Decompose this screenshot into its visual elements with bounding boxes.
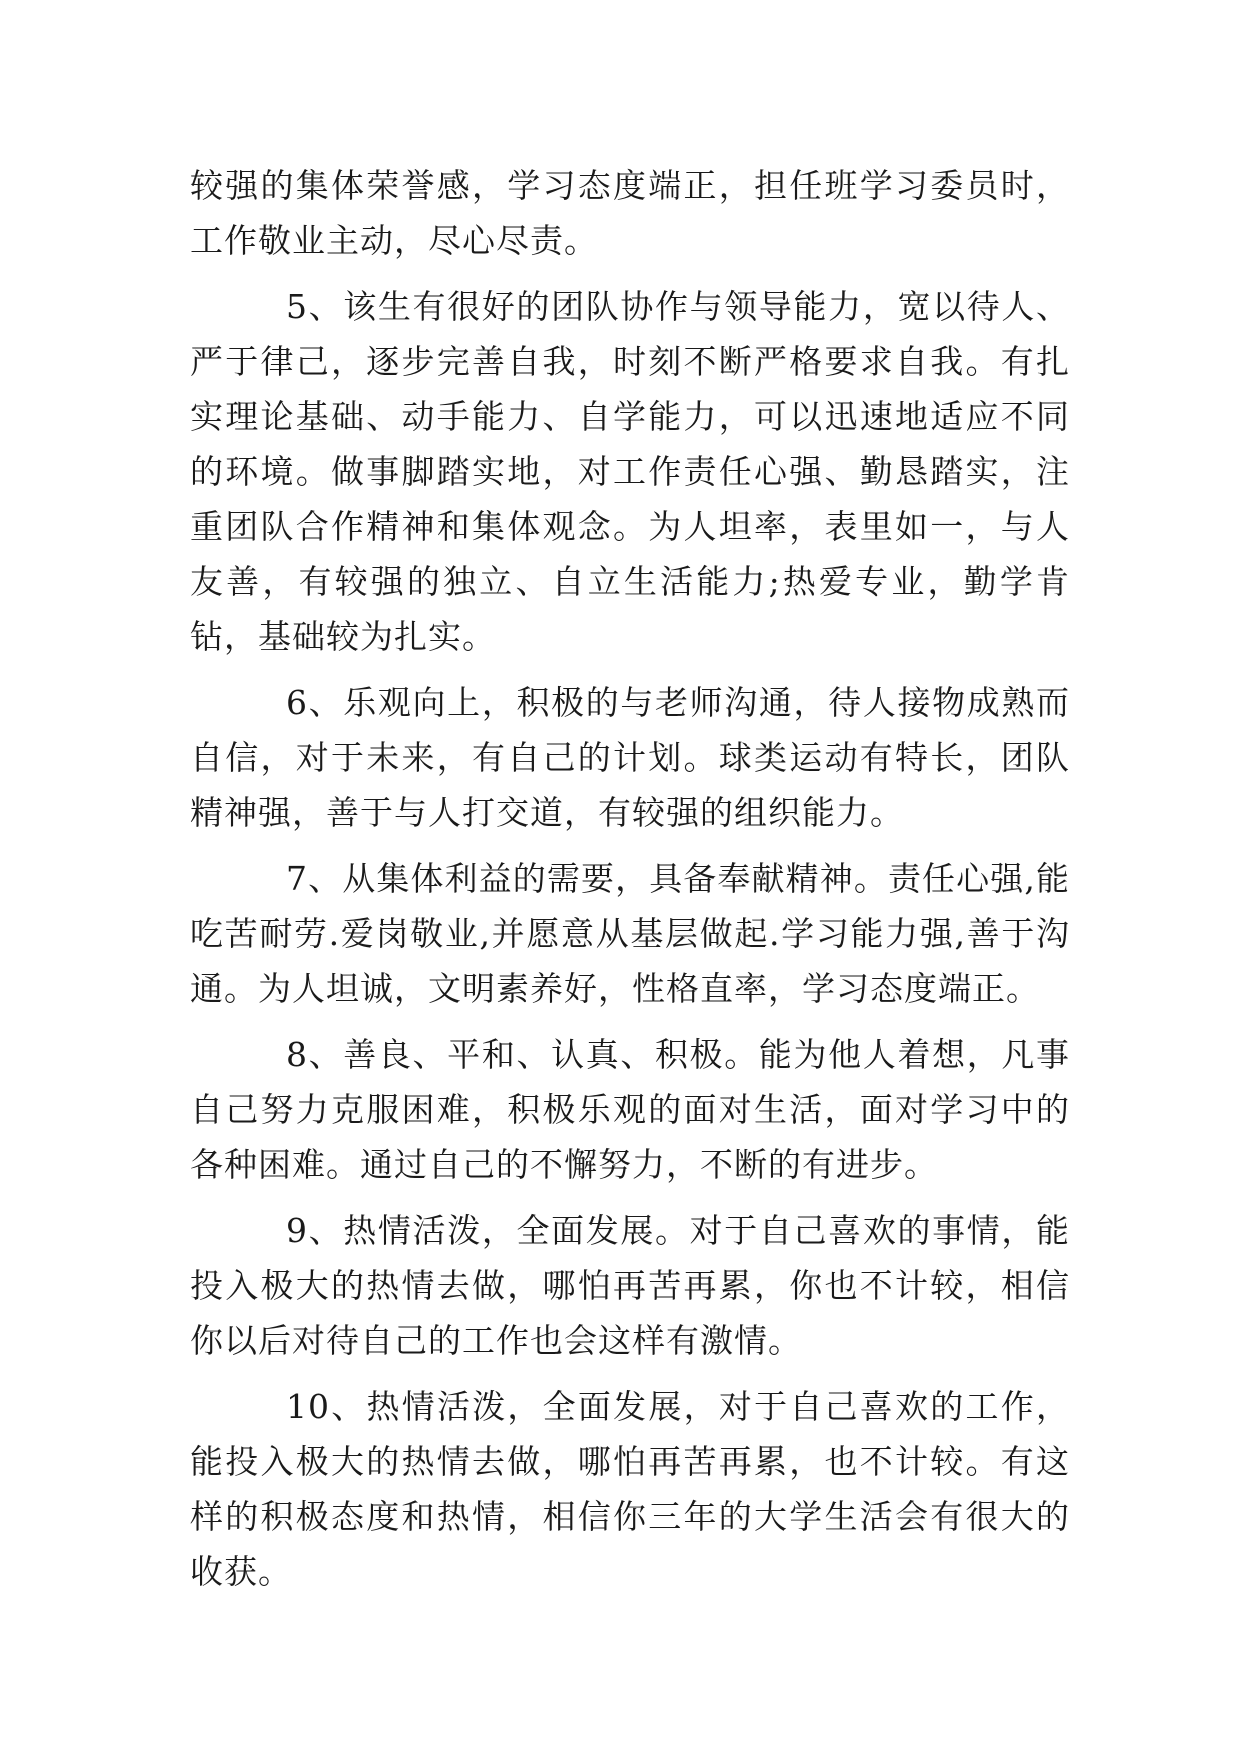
paragraph-item-10: 10、热情活泼，全面发展，对于自己喜欢的工作，能投入极大的热情去做，哪怕再苦再累，也不计较。有这样的积极态度和热情，相信你三年的大学生活会有很大的收获。	[190, 1387, 1070, 1591]
paragraph-continuation: 较强的集体荣誉感，学习态度端正，担任班学习委员时，工作敬业主动，尽心尽责。	[190, 166, 1070, 260]
paragraph-item-5: 5、该生有很好的团队协作与领导能力，宽以待人、严于律己，逐步完善自我，时刻不断严格要求自我。有扎实理论基础、动手能力、自学能力，可以迅速地适应不同的环境。做事脚踏实地，对工作责任心强、勤恳踏实，注重团队合作精神和集体观念。为人坦率，表里如一，与人友善，有较强的独立、自立生活能力;热爱专业，勤学肯钻，基础较为扎实。	[190, 287, 1070, 656]
paragraph-item-7: 7、从集体利益的需要，具备奉献精神。责任心强,能吃苦耐劳.爱岗敬业,并愿意从基层做起.学习能力强,善于沟通。为人坦诚，文明素养好，性格直率，学习态度端正。	[190, 859, 1070, 1008]
paragraph-item-8: 8、善良、平和、认真、积极。能为他人着想，凡事自己努力克服困难，积极乐观的面对生活，面对学习中的各种困难。通过自己的不懈努力，不断的有进步。	[190, 1035, 1070, 1184]
document-body	[190, 158, 1070, 1599]
paragraph-item-6: 6、乐观向上，积极的与老师沟通，待人接物成熟而自信，对于未来，有自己的计划。球类运动有特长，团队精神强，善于与人打交道，有较强的组织能力。	[190, 683, 1070, 832]
paragraph-item-9: 9、热情活泼，全面发展。对于自己喜欢的事情，能投入极大的热情去做，哪怕再苦再累，你也不计较，相信你以后对待自己的工作也会这样有激情。	[190, 1211, 1070, 1360]
